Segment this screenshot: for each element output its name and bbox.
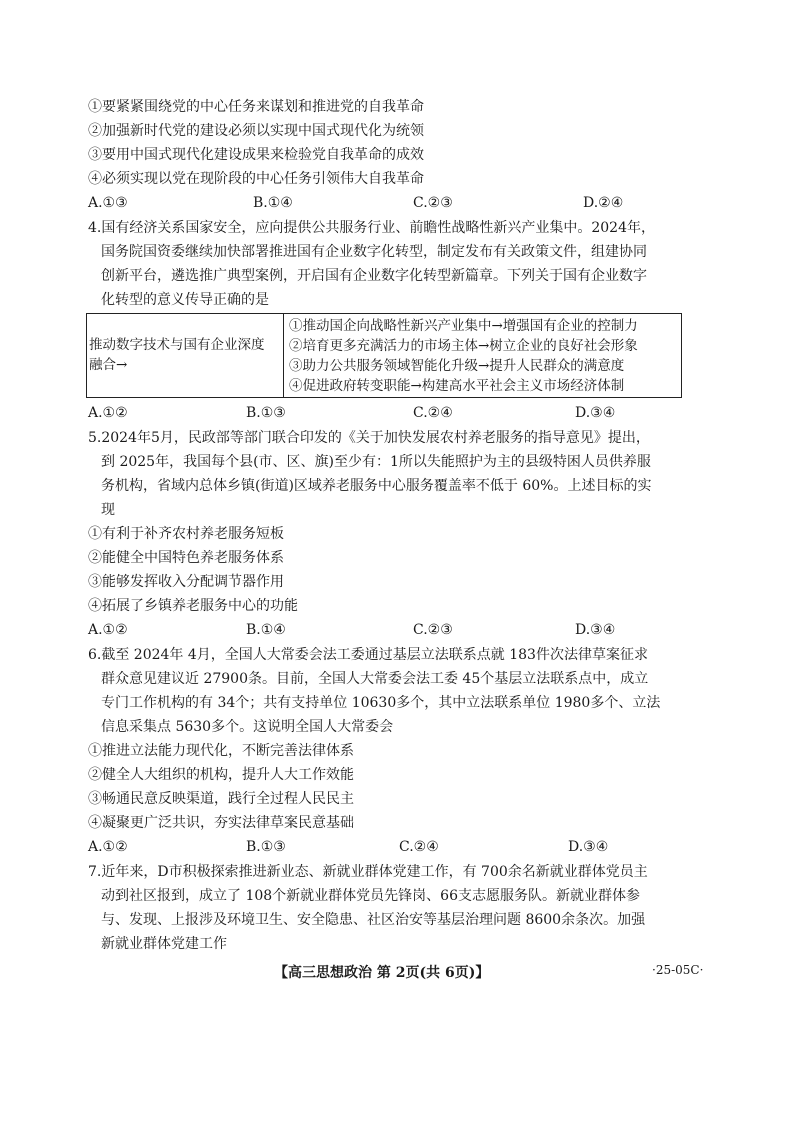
q6-statement-4: ④凝聚更广泛共识，夯实法律草案民意基础 — [88, 815, 354, 831]
q4-table-item-3: ③助力公共服务领域智能化升级→提升人民群众的满意度 — [289, 358, 625, 374]
q6-statement-1: ①推进立法能力现代化，不断完善法律体系 — [88, 743, 354, 759]
q3-option-d[interactable]: D.②④ — [583, 195, 624, 211]
q3-option-c[interactable]: C.②③ — [413, 195, 453, 211]
q5-stem-line-2: 到 2025年，我国每个县(市、区、旗)至少有：1所以失能照护为主的县级特困人员供养服 — [101, 454, 651, 470]
q4-table-item-2: ②培育更多充满活力的市场主体→树立企业的良好社会形象 — [289, 338, 638, 354]
q5-statement-2: ②能健全中国特色养老服务体系 — [88, 550, 284, 566]
q3-statement-1: ①要紧紧围绕党的中心任务来谋划和推进党的自我革命 — [88, 99, 424, 115]
q6-option-a[interactable]: A.①② — [88, 839, 128, 855]
q7-stem-line-2: 动到社区报到，成立了 108个新就业群体党员先锋岗、66支志愿服务队。新就业群体参 — [101, 888, 640, 904]
q4-table-right-cell — [289, 316, 638, 396]
q6-option-b[interactable]: B.①③ — [246, 839, 286, 855]
q4-table-item-1: ①推动国企向战略性新兴产业集中→增强国有企业的控制力 — [289, 318, 638, 334]
q5-stem-line-4: 现 — [101, 502, 115, 518]
q5-stem-line-3: 务机构，省域内总体乡镇(街道)区域养老服务中心服务覆盖率不低于 60%。上述目标的实 — [101, 478, 652, 494]
q4-stem-line-2: 国务院国资委继续加快部署推进国有企业数字化转型，制定发布有关政策文件，组建协同 — [101, 244, 647, 260]
q6-option-c[interactable]: C.②④ — [399, 839, 439, 855]
q5-option-d[interactable]: D.③④ — [575, 622, 616, 638]
q6-stem-line-3: 专门工作机构的有 34个；共有支持单位 10630多个，其中立法联系单位 1980多个、立法 — [101, 695, 661, 711]
q3-option-b[interactable]: B.①④ — [253, 195, 293, 211]
q4-option-b[interactable]: B.①③ — [246, 405, 286, 421]
q3-option-a[interactable]: A.①③ — [88, 195, 128, 211]
q3-statement-3: ③要用中国式现代化建设成果来检验党自我革命的成效 — [88, 147, 424, 163]
q7-stem-line-3: 与、发现、上报涉及环境卫生、安全隐患、社区治安等基层治理问题 8600余条次。加强 — [101, 912, 646, 928]
q7-stem-line-1: 7.近年来，D市积极探索推进新业态、新就业群体党建工作，有 700余名新就业群体党员主 — [88, 864, 648, 880]
q5-option-a[interactable]: A.①② — [88, 622, 128, 638]
page-footer-label: 【高三思想政治 第 2页(共 6页)】 — [274, 965, 490, 981]
q3-statement-4: ④必须实现以党在现阶段的中心任务引领伟大自我革命 — [88, 171, 424, 187]
q5-option-c[interactable]: C.②③ — [413, 622, 453, 638]
q5-option-b[interactable]: B.①④ — [246, 622, 286, 638]
q4-option-a[interactable]: A.①② — [88, 405, 128, 421]
q6-stem-line-4: 信息采集点 5630多个。这说明全国人大常委会 — [101, 719, 394, 735]
q6-option-d[interactable]: D.③④ — [568, 839, 609, 855]
q5-statement-3: ③能够发挥收入分配调节器作用 — [88, 574, 284, 590]
q5-statement-4: ④拓展了乡镇养老服务中心的功能 — [88, 598, 298, 614]
q4-stem-line-3: 创新平台，遴选推广典型案例，开启国有企业数字化转型新篇章。下列关于国有企业数字 — [101, 268, 647, 284]
q4-table-item-4: ④促进政府转变职能→构建高水平社会主义市场经济体制 — [289, 378, 625, 394]
q4-table-left-cell — [87, 314, 284, 397]
q6-statement-2: ②健全人大组织的机构，提升人大工作效能 — [88, 767, 354, 783]
q4-table-left-line-1: 推动数字技术与国有企业深度 — [89, 337, 265, 353]
q4-option-d[interactable]: D.③④ — [575, 405, 616, 421]
q5-stem-line-1: 5.2024年5月，民政部等部门联合印发的《关于加快发展农村养老服务的指导意见》提出， — [88, 430, 650, 446]
q4-table — [86, 313, 682, 398]
q4-option-c[interactable]: C.②④ — [413, 405, 453, 421]
q6-statement-3: ③畅通民意反映渠道，践行全过程人民民主 — [88, 791, 354, 807]
q4-stem-line-4: 化转型的意义传导正确的是 — [101, 292, 269, 308]
q6-stem-line-2: 群众意见建议近 27900条。目前，全国人大常委会法工委 45个基层立法联系点中，成立 — [101, 671, 649, 687]
q4-table-left-line-2: 融合→ — [89, 357, 128, 373]
q3-statement-2: ②加强新时代党的建设必须以实现中国式现代化为统领 — [88, 123, 424, 139]
q4-stem-line-1: 4.国有经济关系国家安全，应向提供公共服务行业、前瞻性战略性新兴产业集中。2024年， — [88, 220, 655, 236]
q5-statement-1: ①有利于补齐农村养老服务短板 — [88, 526, 284, 542]
q7-stem-line-4: 新就业群体党建工作 — [101, 936, 227, 952]
page-footer-code: ·25-05C· — [652, 963, 704, 977]
q6-stem-line-1: 6.截至 2024年 4月，全国人大常委会法工委通过基层立法联系点就 183件次法律草案征求 — [88, 647, 648, 663]
